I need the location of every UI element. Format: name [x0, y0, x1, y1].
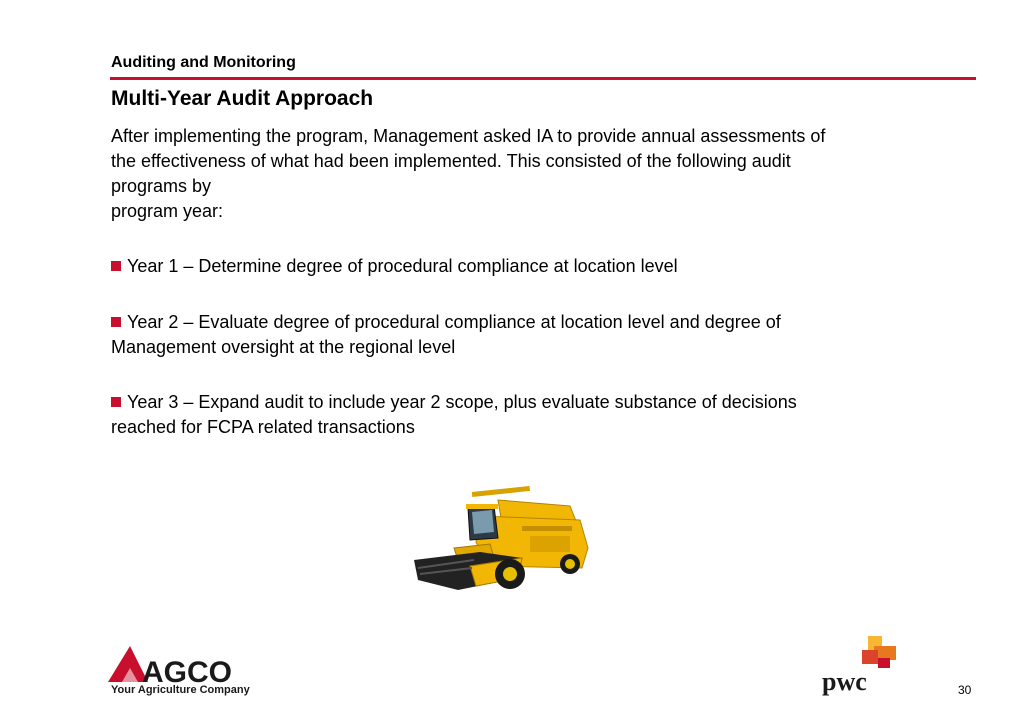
intro-paragraph	[111, 124, 971, 224]
bullet-text-continued: Management oversight at the regional level	[111, 337, 456, 357]
red-square-bullet-icon	[111, 397, 121, 407]
pwc-logo-text: pwc	[822, 667, 867, 696]
bullet-year-1	[111, 254, 931, 279]
agco-tagline: Your Agriculture Company	[111, 684, 250, 696]
agco-logo-text: AGCO	[142, 656, 232, 689]
red-square-bullet-icon	[111, 261, 121, 271]
pwc-logo	[818, 632, 900, 696]
slide-title: Multi-Year Audit Approach	[111, 87, 374, 110]
header-divider	[110, 77, 976, 80]
combine-harvester-image	[410, 486, 595, 601]
bullet-year-3	[111, 390, 931, 440]
red-square-bullet-icon	[111, 317, 121, 327]
intro-line: the effectiveness of what had been implemented. This consisted of the following audit	[111, 151, 791, 171]
intro-line: After implementing the program, Management asked IA to provide annual assessments of	[111, 126, 826, 146]
bullet-year-2	[111, 310, 931, 360]
bullet-text-continued: reached for FCPA related transactions	[111, 417, 415, 437]
bullet-text: Year 1 – Determine degree of procedural compliance at location level	[127, 256, 678, 276]
intro-line: programs by	[111, 176, 212, 196]
intro-line: program year:	[111, 201, 224, 221]
section-title: Auditing and Monitoring	[111, 54, 296, 71]
page-number: 30	[958, 683, 972, 697]
bullet-text: Year 2 – Evaluate degree of procedural compliance at location level and degree of	[127, 312, 781, 332]
bullet-text: Year 3 – Expand audit to include year 2 scope, plus evaluate substance of decisions	[127, 392, 797, 412]
